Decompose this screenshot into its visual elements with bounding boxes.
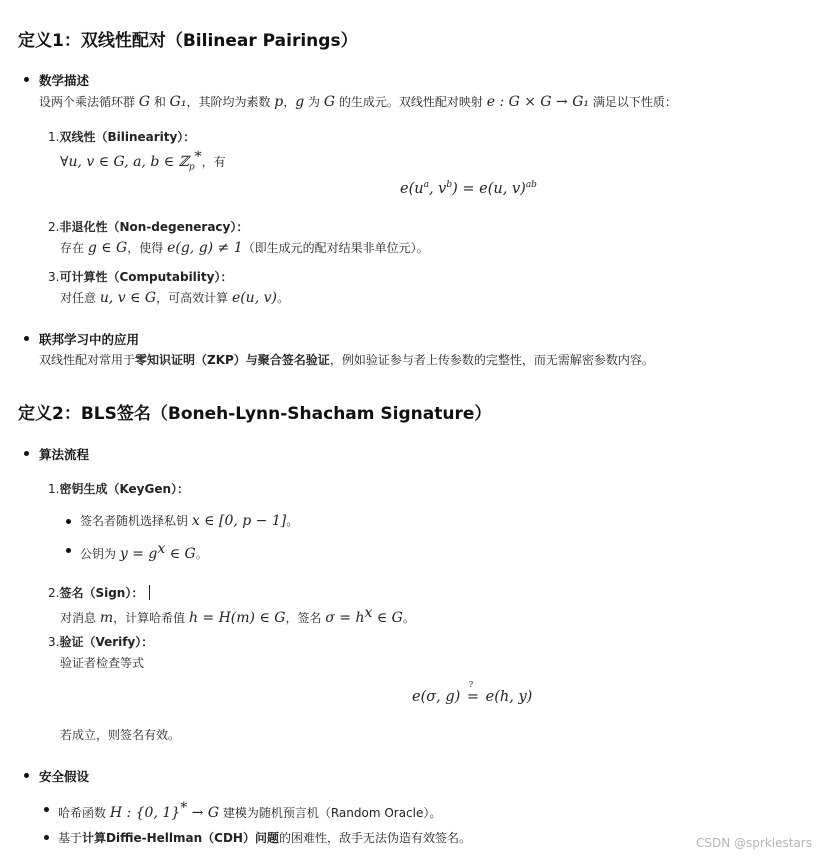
security-heading: 安全假设	[39, 769, 90, 784]
bullet-dot	[44, 835, 49, 840]
prop-bilinearity-body: ∀u, v ∈ G, a, b ∈ ℤ$_p$*，有	[60, 149, 226, 173]
csdn-watermark: CSDN @sprklestars	[696, 836, 812, 850]
keygen-private-key: 签名者随机选择私钥 x ∈ [0, p − 1]。	[80, 513, 299, 529]
prop-computability-heading: 3.可计算性（Computability）：	[48, 270, 233, 284]
step-verify-heading: 3.验证（Verify）：	[48, 635, 154, 649]
bullet-dot	[66, 548, 71, 553]
def1-title: 定义1：双线性配对（Bilinear Pairings）	[18, 31, 358, 51]
bullet-dot	[24, 773, 29, 778]
bilinearity-equation: $e(u^a$, $v^b) = e(u$, v)$^{ab}$	[400, 180, 537, 197]
sign-body: 对消息 m，计算哈希值 h = H(m) ∈ G，签名 $\sigma = h^x$ ∈ G。	[60, 605, 415, 626]
prop-computability-body: 对任意 u, v ∈ G，可高效计算 e(u, v)。	[60, 290, 289, 306]
verify-equation: e(σ, g) ? = e(h, y)	[412, 680, 533, 705]
bullet-dot	[44, 807, 49, 812]
bullet-dot	[24, 451, 29, 456]
prop-nondegeneracy-body: 存在 g ∈ G，使得 e(g, g) ≠ 1（即生成元的配对结果非单位元）。	[60, 240, 429, 256]
keygen-public-key: 公钥为 $y = g^x$ ∈ G。	[80, 541, 208, 562]
def2-title: 定义2：BLS签名（Boneh-Lynn-Shacham Signature）	[18, 404, 492, 424]
math-desc-heading: 数学描述	[39, 73, 90, 88]
prop-bilinearity-heading: 1.双线性（Bilinearity）：	[48, 130, 196, 144]
security-random-oracle: 哈希函数 H : {0, 1}* → G 建模为随机预言机（Random Oracle）。	[58, 800, 442, 821]
bullet-dot	[24, 77, 29, 82]
step-sign-heading: 2.签名（Sign）：	[48, 584, 150, 601]
math-desc-line: 设两个乘法循环群 G 和 G₁，其阶均为素数 p，g 为 G 的生成元。双线性配对映射 e : G × G → G₁ 满足以下性质：	[39, 94, 677, 110]
bullet-dot	[66, 519, 71, 524]
text-cursor	[149, 585, 150, 600]
step-keygen-heading: 1.密钥生成（KeyGen）：	[48, 482, 190, 496]
security-cdh: 基于计算Diffie-Hellman（CDH）问题的困难性，敌手无法伪造有效签名。	[58, 831, 471, 845]
verify-line2: 若成立，则签名有效。	[60, 728, 181, 742]
fl-heading: 联邦学习中的应用	[39, 332, 140, 347]
bullet-dot	[24, 336, 29, 341]
fl-body: 双线性配对常用于零知识证明（ZKP）与聚合签名验证，例如验证参与者上传参数的完整性，而无需解密参数内容。	[39, 353, 654, 367]
verify-line1: 验证者检查等式	[60, 656, 145, 670]
prop-nondegeneracy-heading: 2.非退化性（Non-degeneracy）：	[48, 220, 249, 234]
algo-heading: 算法流程	[39, 447, 90, 462]
